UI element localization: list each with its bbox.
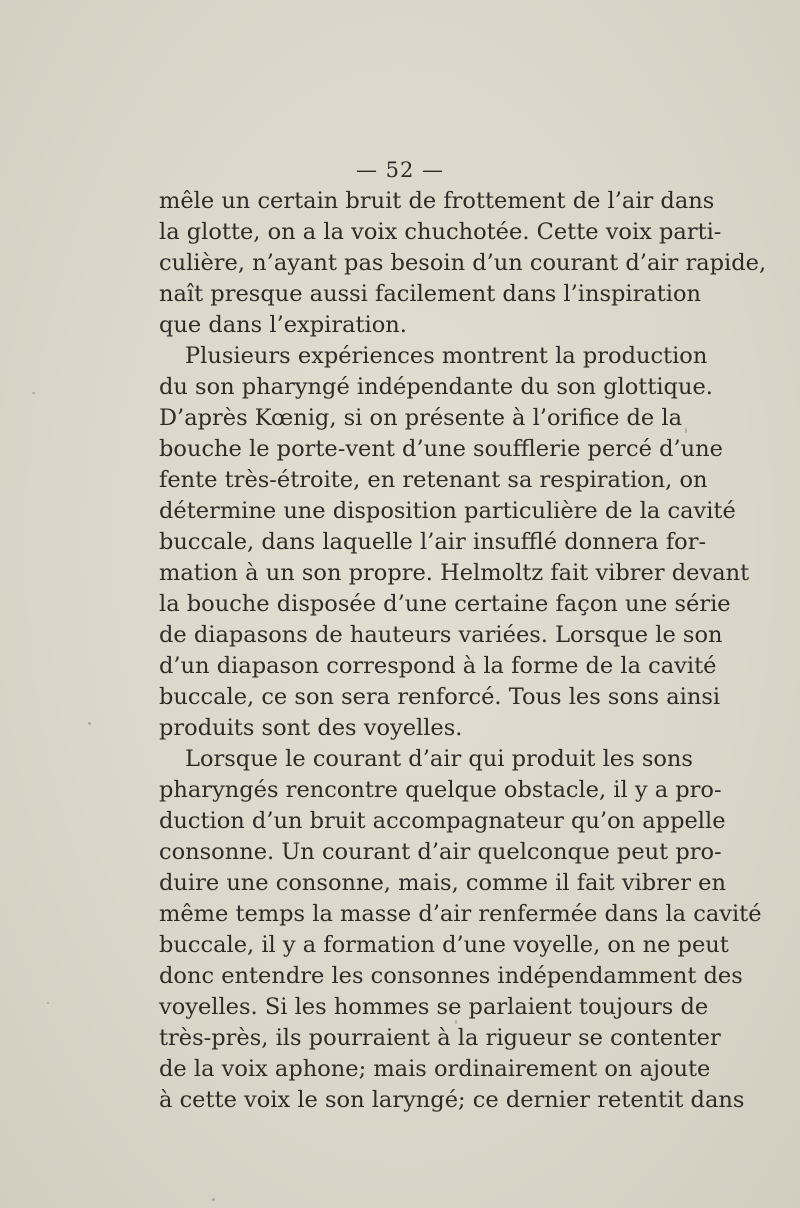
text-line: D’après Kœnig, si on présente à l’orifice de la [159,405,683,431]
text-line: donc entendre les consonnes indépendamment des [159,963,743,989]
paper-speck [685,428,687,433]
paper-speck [455,1020,457,1024]
text-line: détermine une disposition particulière de la cavité [159,498,736,524]
page-number: — 52 — [355,158,445,182]
text-line: pharyngés rencontre quelque obstacle, il y a pro- [159,777,722,803]
text-line: culière, n’ayant pas besoin d’un courant d’air rapide, [159,250,767,276]
text-line: très-près, ils pourraient à la rigueur se contenter [159,1025,721,1051]
paper-speck [88,722,91,725]
text-line: buccale, ce son sera renforcé. Tous les sons ainsi [159,684,721,710]
text-line: mation à un son propre. Helmoltz fait vibrer devant [159,560,750,586]
text-line: Lorsque le courant d’air qui produit les sons [185,746,693,772]
text-line: consonne. Un courant d’air quelconque peut pro- [159,839,722,865]
text-line: de la voix aphone; mais ordinairement on ajoute [159,1056,711,1082]
text-line: Plusieurs expériences montrent la production [185,343,708,369]
text-line: du son pharyngé indépendante du son glottique. [159,374,713,400]
text-line: bouche le porte-vent d’une soufflerie percé d’une [159,436,723,462]
text-line: fente très-étroite, en retenant sa respiration, on [159,467,708,493]
text-line: la bouche disposée d’une certaine façon une série [159,591,731,617]
paper-speck [47,1002,49,1004]
text-line: même temps la masse d’air renfermée dans la cavité [159,901,762,927]
text-line: que dans l’expiration. [159,312,407,338]
text-line: produits sont des voyelles. [159,715,463,741]
text-line: d’un diapason correspond à la forme de la cavité [159,653,717,679]
paper-speck [212,1198,215,1201]
text-line: buccale, il y a formation d’une voyelle, on ne peut [159,932,729,958]
text-line: à cette voix le son laryngé; ce dernier retentit dans [159,1087,745,1113]
text-line: de diapasons de hauteurs variées. Lorsque le son [159,622,723,648]
text-line: duction d’un bruit accompagnateur qu’on appelle [159,808,726,834]
text-line: buccale, dans laquelle l’air insufflé donnera for- [159,529,707,555]
paper-speck [32,392,35,394]
body-text [159,186,767,1116]
text-line: mêle un certain bruit de frottement de l’air dans [159,188,715,214]
text-line: la glotte, on a la voix chuchotée. Cette voix parti- [159,219,722,245]
text-line: duire une consonne, mais, comme il fait vibrer en [159,870,726,896]
text-line: voyelles. Si les hommes se parlaient toujours de [159,994,709,1020]
text-line: naît presque aussi facilement dans l’inspiration [159,281,702,307]
